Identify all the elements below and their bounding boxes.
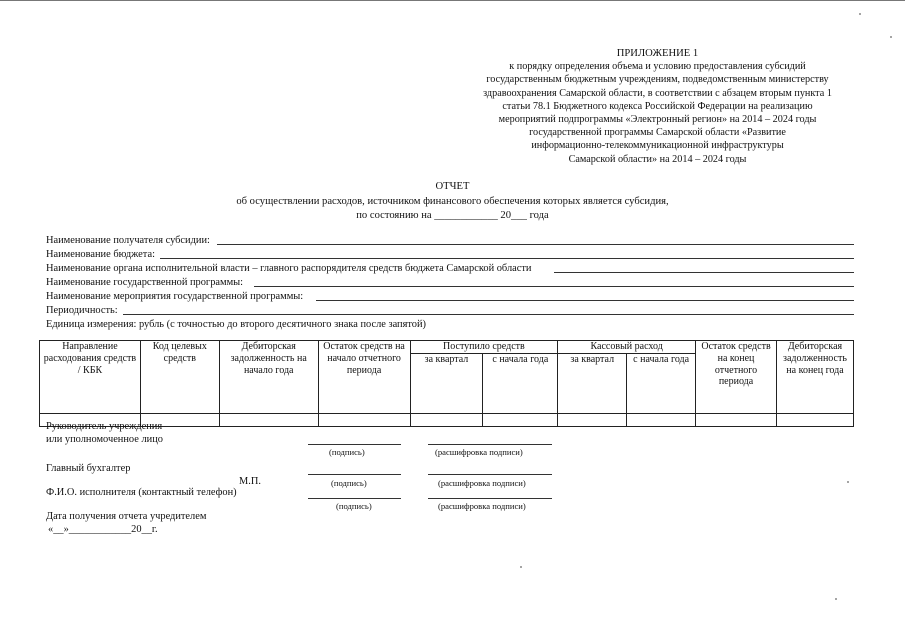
head-label-line2: или уполномоченное лицо xyxy=(46,434,163,445)
field-event-line[interactable] xyxy=(316,300,854,301)
scan-top-border xyxy=(0,0,905,1)
report-date-line: по состоянию на ____________ 20___ года xyxy=(356,210,549,221)
group-received-header: Поступило средств xyxy=(410,341,558,354)
appendix-line: государственной программы Самарской области «Развитие xyxy=(529,127,786,139)
receipt-date-value: «__»____________20__г. xyxy=(48,524,158,535)
table-cell[interactable] xyxy=(410,413,483,426)
stamp-label: М.П. xyxy=(239,476,261,487)
appendix-line: здравоохранения Самарской области, в соответствии с абзацем вторым пункта 1 xyxy=(483,87,832,99)
field-unit-label: Единица измерения: рубль (с точностью до второго десятичного знака после запятой) xyxy=(46,319,427,330)
field-program-label: Наименование государственной программы: xyxy=(46,277,244,288)
decoding-caption: (расшифровка подписи) xyxy=(438,478,526,488)
scan-speck xyxy=(835,598,837,600)
appendix-line: государственным бюджетным учреждениям, подведомственным министерству xyxy=(486,74,829,86)
signature-caption: (подпись) xyxy=(336,501,372,511)
appendix-line: информационно-телекоммуникационной инфраструктуры xyxy=(531,140,784,152)
col-receivable-end-header: Дебиторская задолженность на конец года xyxy=(776,341,853,414)
field-recipient-label: Наименование получателя субсидии: xyxy=(46,235,210,246)
appendix-line: мероприятий подпрограммы «Электронный регион» на 2014 – 2024 годы xyxy=(498,114,817,126)
executor-label: Ф.И.О. исполнителя (контактный телефон) xyxy=(46,487,237,498)
decoding-caption: (расшифровка подписи) xyxy=(435,447,523,457)
group-cash-header: Кассовый расход xyxy=(558,341,696,354)
field-authority-line[interactable] xyxy=(554,272,854,273)
appendix-line: статьи 78.1 Бюджетного кодекса Российской Федерации на реализацию xyxy=(502,100,813,112)
accountant-decoding-line[interactable] xyxy=(428,474,552,475)
head-decoding-line[interactable] xyxy=(428,444,552,445)
table-cell[interactable] xyxy=(483,413,558,426)
col-balance-end-header: Остаток средств на конец отчетного периода xyxy=(696,341,777,414)
col-receivable-start-header: Дебиторская задолженность на начало года xyxy=(219,341,318,414)
field-program-line[interactable] xyxy=(254,286,854,287)
field-budget-line[interactable] xyxy=(160,258,854,259)
table-cell[interactable] xyxy=(558,413,627,426)
scan-speck xyxy=(847,481,849,483)
scan-speck xyxy=(890,36,892,38)
field-recipient-line[interactable] xyxy=(217,244,854,245)
col-balance-start-header: Остаток средств на начало отчетного периода xyxy=(318,341,410,414)
receipt-date-label: Дата получения отчета учредителем xyxy=(46,511,207,522)
signature-caption: (подпись) xyxy=(331,478,367,488)
scan-speck xyxy=(520,566,522,568)
field-event-label: Наименование мероприятия государственной программы: xyxy=(46,291,304,302)
col-cash-ytd-header: с начала года xyxy=(627,353,696,413)
col-received-ytd-header: с начала года xyxy=(483,353,558,413)
table-cell[interactable] xyxy=(219,413,318,426)
chief-accountant-label: Главный бухгалтер xyxy=(46,463,131,474)
accountant-signature-line[interactable] xyxy=(308,474,401,475)
table-cell[interactable] xyxy=(318,413,410,426)
col-code-header: Код целевых средств xyxy=(140,341,219,414)
report-table xyxy=(39,340,854,427)
field-budget-label: Наименование бюджета: xyxy=(46,249,155,260)
table-header-row xyxy=(40,341,854,354)
col-received-quarter-header: за квартал xyxy=(410,353,483,413)
head-signature-line[interactable] xyxy=(308,444,401,445)
executor-signature-line[interactable] xyxy=(308,498,401,499)
field-authority-label: Наименование органа исполнительной власти – главного распорядителя средств бюджета Самарской области xyxy=(46,263,532,274)
table-cell[interactable] xyxy=(627,413,696,426)
head-label-line1: Руководитель учреждения xyxy=(46,421,163,432)
appendix-line: к порядку определения объема и условию предоставления субсидий xyxy=(509,61,806,73)
appendix-line: Самарской области» на 2014 – 2024 годы xyxy=(568,153,747,165)
signature-caption: (подпись) xyxy=(329,447,365,457)
appendix-block xyxy=(420,47,895,166)
scan-speck xyxy=(859,13,861,15)
appendix-heading: ПРИЛОЖЕНИЕ 1 xyxy=(616,48,699,59)
field-periodicity-label: Периодичность: xyxy=(46,305,118,316)
table-cell[interactable] xyxy=(696,413,777,426)
report-subtitle: об осуществлении расходов, источником финансового обеспечения которых является субсидия, xyxy=(236,196,669,207)
col-direction-header: Направление расходования средств / КБК xyxy=(40,341,141,414)
table-cell[interactable] xyxy=(776,413,853,426)
field-periodicity-line[interactable] xyxy=(123,314,854,315)
col-cash-quarter-header: за квартал xyxy=(558,353,627,413)
report-title: ОТЧЕТ xyxy=(435,181,470,192)
decoding-caption: (расшифровка подписи) xyxy=(438,501,526,511)
executor-decoding-line[interactable] xyxy=(428,498,552,499)
